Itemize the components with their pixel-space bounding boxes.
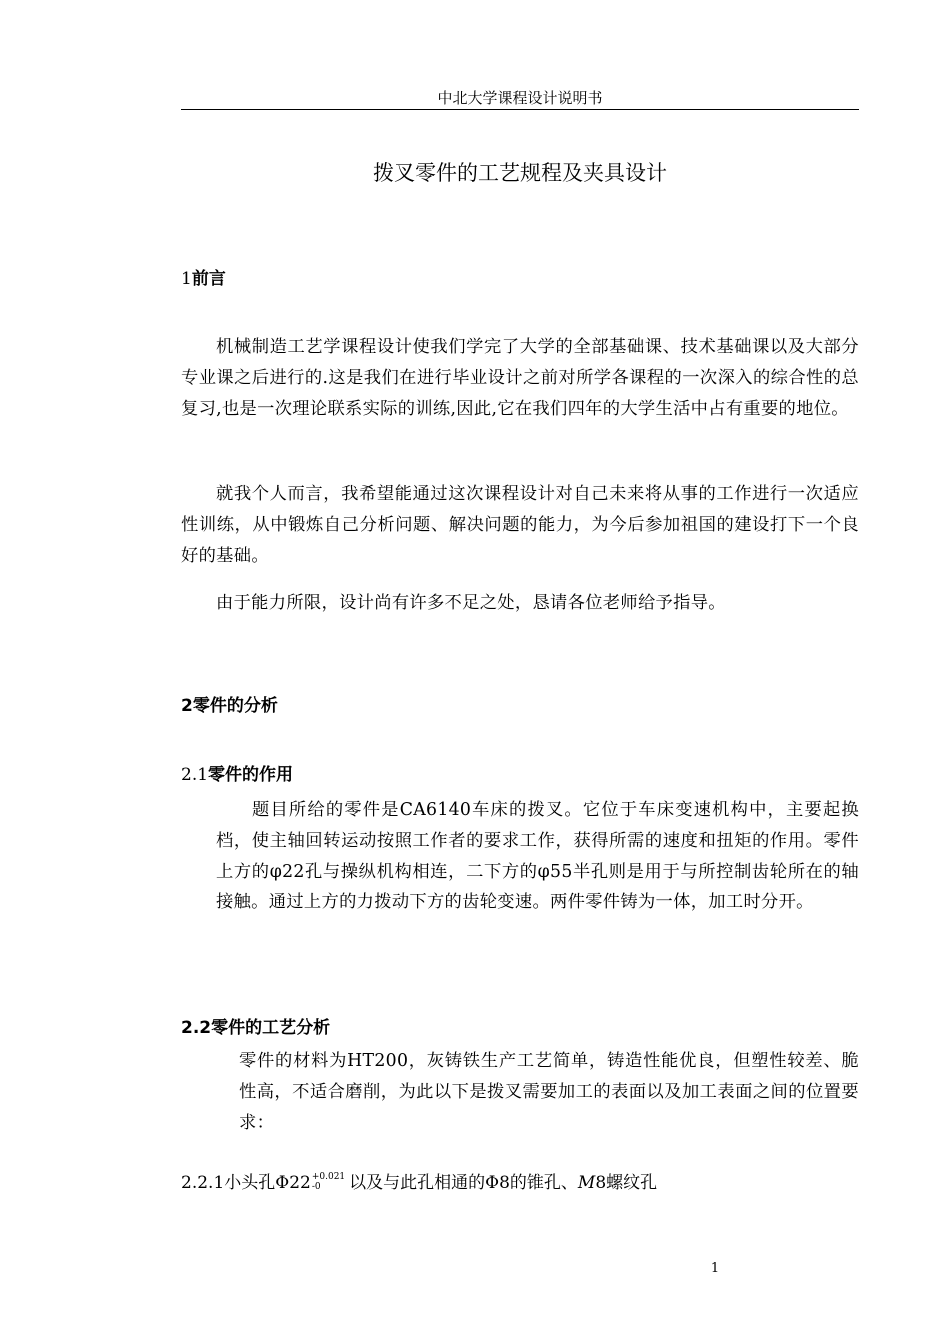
section-title: 零件的作用 xyxy=(208,765,294,785)
preface-paragraph-2: 就我个人而言，我希望能通过这次课程设计对自己未来将从事的工作进行一次适应性训练，从中锻炼自己分析问题、解决问题的能力，为今后参加祖国的建设打下一个良好的基础。 xyxy=(181,484,859,566)
section-title: 零件的分析 xyxy=(192,696,278,716)
section-number: 2 xyxy=(181,696,193,716)
tolerance-upper: +0.021 xyxy=(311,1171,346,1182)
page-number: 1 xyxy=(710,1261,720,1276)
preface-paragraph-1: 机械制造工艺学课程设计使我们学完了大学的全部基础课、技术基础课以及大部分专业课之后进行的.这是我们在进行毕业设计之前对所学各课程的一次深入的综合性的总复习,也是一次理论联系实际的训练,因此,它在我们四年的大学生活中占有重要的地位。 xyxy=(181,337,859,419)
subsection-text: 小头孔Φ22 xyxy=(224,1173,311,1193)
tolerance-lower: -0 xyxy=(311,1181,321,1192)
section-number: 2.1 xyxy=(181,765,209,785)
section-title: 零件的工艺分析 xyxy=(211,1018,331,1038)
section-number: 1 xyxy=(181,269,192,289)
subsection-text: 8螺纹孔 xyxy=(595,1173,658,1193)
section-2-heading xyxy=(181,694,278,718)
running-header: 中北大学课程设计说明书 xyxy=(437,89,603,107)
part-function-paragraph: 题目所给的零件是CA6140车床的拨叉。它位于车床变速机构中，主要起换档，使主轴回转运动按照工作者的要求工作，获得所需的速度和扭矩的作用。零件上方的φ22孔与操纵机构相连，二下方的φ55半孔则是用于与所控制齿轮所在的轴接触。通过上方的力拨动下方的齿轮变速。两件零件铸为一体，加工时分开。 xyxy=(216,800,859,913)
document-title: 拨叉零件的工艺规程及夹具设计 xyxy=(373,161,667,185)
subsection-number: 2.2.1 xyxy=(181,1173,225,1193)
tolerance xyxy=(312,1172,345,1192)
subsection-text: 以及与此孔相通的Φ8的锥孔、 xyxy=(349,1173,578,1193)
process-analysis-paragraph: 零件的材料为HT200，灰铸铁生产工艺简单，铸造性能优良，但塑性较差、脆性高，不适合磨削，为此以下是拨叉需要加工的表面以及加工表面之间的位置要求： xyxy=(239,1051,859,1133)
thread-symbol: M xyxy=(577,1173,596,1193)
subsection-2-2-1 xyxy=(181,1171,657,1195)
section-2-1-heading xyxy=(181,763,293,787)
section-2-2-heading xyxy=(181,1016,330,1040)
section-title: 前言 xyxy=(191,269,226,289)
header-rule xyxy=(181,109,859,110)
section-1-heading xyxy=(181,267,226,291)
section-number: 2.2 xyxy=(181,1018,212,1038)
preface-paragraph-3: 由于能力所限，设计尚有许多不足之处，恳请各位老师给予指导。 xyxy=(216,593,726,613)
